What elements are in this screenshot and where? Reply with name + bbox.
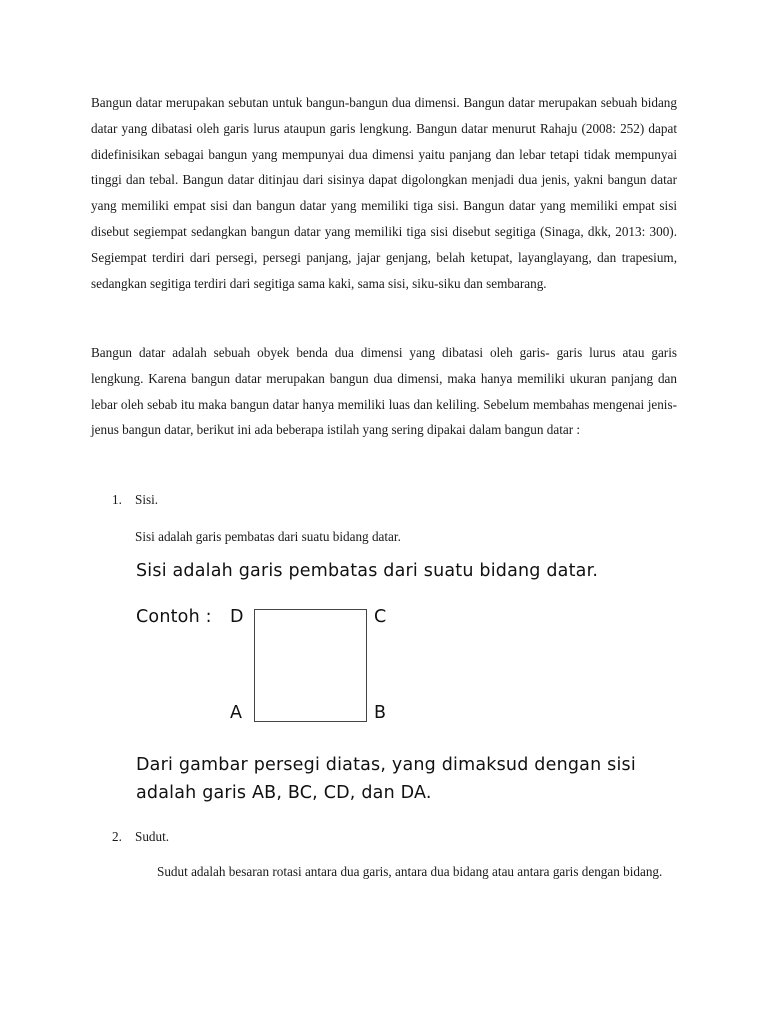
figure-caption-line1: Dari gambar persegi diatas, yang dimaksud dengan sisi [136,755,636,775]
paragraph-intro: Bangun datar merupakan sebutan untuk bangun-bangun dua dimensi. Bangun datar merupakan sebuah bidang datar yang dibatasi oleh garis lurus ataupun garis lengkung. Bangun datar menurut Rahaju (2008: 252) dapat didefinisikan sebagai bangun yang mempunyai dua dimensi yaitu panjang dan lebar tetapi tidak mempunyai tinggi dan tebal. Bangun datar ditinjau dari sisinya dapat digolongkan menjadi dua jenis, yakni bangun datar yang memiliki empat sisi dan bangun datar yang memiliki tiga sisi. Bangun datar yang memiliki empat sisi disebut segiempat sedangkan bangun datar yang memiliki tiga sisi disebut segitiga (Sinaga, dkk, 2013: 300). Segiempat terdiri dari persegi, persegi panjang, jajar genjang, belah ketupat, layanglayang, dan trapesium, sedangkan segitiga terdiri dari segitiga sama kaki, sama sisi, siku-siku dan sembarang. [91,95,677,291]
sisi-figure [130,555,636,815]
vertex-c-label: C [374,607,387,627]
list-title-sisi: Sisi. [135,492,159,507]
figure-example-label: Contoh : [136,607,212,627]
vertex-b-label: B [374,703,387,723]
list-title-sudut: Sudut. [135,829,170,844]
sisi-description: Sisi adalah garis pembatas dari suatu bidang datar. [135,529,401,544]
figure-caption-line2: adalah garis AB, BC, CD, dan DA. [136,783,432,803]
vertex-d-label: D [230,607,244,627]
square-shape [254,609,367,722]
sudut-description: Sudut adalah besaran rotasi antara dua garis, antara dua bidang atau antara garis dengan bidang. [157,864,663,879]
vertex-a-label: A [230,703,243,723]
paragraph-definition: Bangun datar adalah sebuah obyek benda dua dimensi yang dibatasi oleh garis- garis lurus atau garis lengkung. Karena bangun datar merupakan bangun dua dimensi, maka hanya memiliki ukuran panjang dan lebar oleh sebab itu maka bangun datar hanya memiliki luas dan keliling. Sebelum membahas mengenai jenis-jenus bangun datar, berikut ini ada beberapa istilah yang sering dipakai dalam bangun datar : [91,345,677,438]
list-number-2: 2. [112,829,122,844]
list-number-1: 1. [112,492,122,507]
figure-heading: Sisi adalah garis pembatas dari suatu bidang datar. [136,561,599,581]
